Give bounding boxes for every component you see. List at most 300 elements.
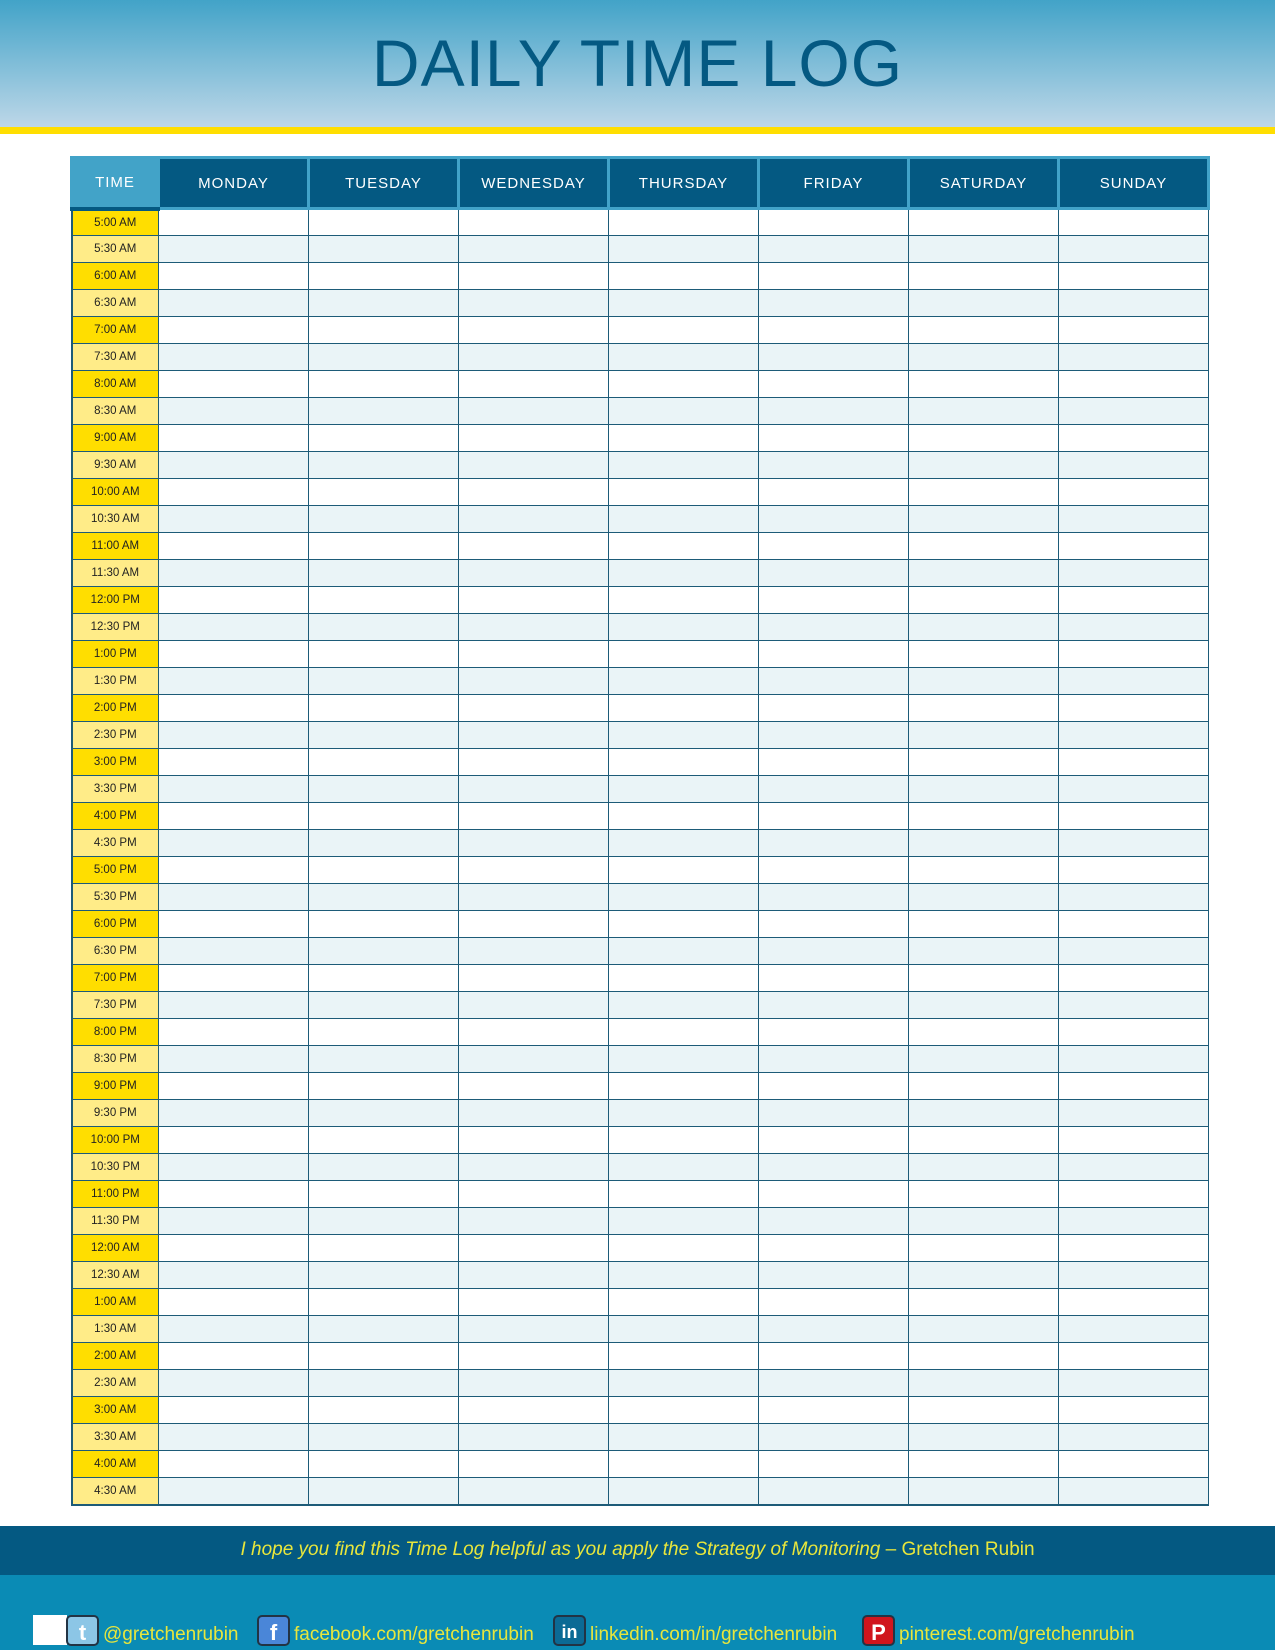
log-cell-wednesday[interactable] <box>459 1235 609 1262</box>
log-cell-saturday[interactable] <box>909 1100 1059 1127</box>
log-cell-friday[interactable] <box>759 1073 909 1100</box>
log-cell-saturday[interactable] <box>909 263 1059 290</box>
log-cell-tuesday[interactable] <box>309 668 459 695</box>
log-cell-monday[interactable] <box>159 857 309 884</box>
log-cell-friday[interactable] <box>759 749 909 776</box>
log-cell-wednesday[interactable] <box>459 371 609 398</box>
log-cell-wednesday[interactable] <box>459 1343 609 1370</box>
log-cell-friday[interactable] <box>759 1208 909 1235</box>
log-cell-saturday[interactable] <box>909 452 1059 479</box>
log-cell-sunday[interactable] <box>1059 1289 1209 1316</box>
log-cell-thursday[interactable] <box>609 1046 759 1073</box>
log-cell-friday[interactable] <box>759 938 909 965</box>
log-cell-monday[interactable] <box>159 398 309 425</box>
log-cell-thursday[interactable] <box>609 1397 759 1424</box>
log-cell-friday[interactable] <box>759 1424 909 1451</box>
log-cell-sunday[interactable] <box>1059 479 1209 506</box>
log-cell-tuesday[interactable] <box>309 398 459 425</box>
log-cell-thursday[interactable] <box>609 1100 759 1127</box>
log-cell-monday[interactable] <box>159 587 309 614</box>
log-cell-friday[interactable] <box>759 1181 909 1208</box>
log-cell-friday[interactable] <box>759 641 909 668</box>
log-cell-friday[interactable] <box>759 668 909 695</box>
log-cell-monday[interactable] <box>159 1397 309 1424</box>
log-cell-monday[interactable] <box>159 1289 309 1316</box>
log-cell-saturday[interactable] <box>909 479 1059 506</box>
log-cell-tuesday[interactable] <box>309 695 459 722</box>
log-cell-wednesday[interactable] <box>459 695 609 722</box>
log-cell-tuesday[interactable] <box>309 1478 459 1505</box>
log-cell-monday[interactable] <box>159 425 309 452</box>
log-cell-saturday[interactable] <box>909 965 1059 992</box>
log-cell-sunday[interactable] <box>1059 1127 1209 1154</box>
log-cell-sunday[interactable] <box>1059 1019 1209 1046</box>
log-cell-friday[interactable] <box>759 1478 909 1505</box>
log-cell-tuesday[interactable] <box>309 1262 459 1289</box>
log-cell-wednesday[interactable] <box>459 560 609 587</box>
log-cell-sunday[interactable] <box>1059 1397 1209 1424</box>
log-cell-sunday[interactable] <box>1059 668 1209 695</box>
log-cell-sunday[interactable] <box>1059 749 1209 776</box>
log-cell-monday[interactable] <box>159 641 309 668</box>
log-cell-wednesday[interactable] <box>459 1019 609 1046</box>
log-cell-tuesday[interactable] <box>309 560 459 587</box>
log-cell-thursday[interactable] <box>609 1235 759 1262</box>
log-cell-friday[interactable] <box>759 992 909 1019</box>
log-cell-monday[interactable] <box>159 344 309 371</box>
log-cell-friday[interactable] <box>759 560 909 587</box>
log-cell-thursday[interactable] <box>609 560 759 587</box>
log-cell-sunday[interactable] <box>1059 1181 1209 1208</box>
log-cell-tuesday[interactable] <box>309 938 459 965</box>
log-cell-wednesday[interactable] <box>459 911 609 938</box>
log-cell-monday[interactable] <box>159 1451 309 1478</box>
log-cell-tuesday[interactable] <box>309 1046 459 1073</box>
log-cell-sunday[interactable] <box>1059 1100 1209 1127</box>
log-cell-sunday[interactable] <box>1059 209 1209 236</box>
log-cell-sunday[interactable] <box>1059 533 1209 560</box>
log-cell-saturday[interactable] <box>909 344 1059 371</box>
log-cell-wednesday[interactable] <box>459 722 609 749</box>
log-cell-tuesday[interactable] <box>309 209 459 236</box>
log-cell-friday[interactable] <box>759 884 909 911</box>
log-cell-friday[interactable] <box>759 209 909 236</box>
log-cell-thursday[interactable] <box>609 884 759 911</box>
log-cell-wednesday[interactable] <box>459 425 609 452</box>
log-cell-monday[interactable] <box>159 479 309 506</box>
log-cell-saturday[interactable] <box>909 1181 1059 1208</box>
log-cell-tuesday[interactable] <box>309 1235 459 1262</box>
log-cell-wednesday[interactable] <box>459 776 609 803</box>
log-cell-saturday[interactable] <box>909 1019 1059 1046</box>
log-cell-tuesday[interactable] <box>309 236 459 263</box>
log-cell-monday[interactable] <box>159 209 309 236</box>
log-cell-friday[interactable] <box>759 290 909 317</box>
log-cell-thursday[interactable] <box>609 1181 759 1208</box>
log-cell-saturday[interactable] <box>909 1397 1059 1424</box>
log-cell-wednesday[interactable] <box>459 1046 609 1073</box>
log-cell-friday[interactable] <box>759 371 909 398</box>
log-cell-monday[interactable] <box>159 803 309 830</box>
log-cell-friday[interactable] <box>759 263 909 290</box>
log-cell-friday[interactable] <box>759 317 909 344</box>
log-cell-saturday[interactable] <box>909 1046 1059 1073</box>
log-cell-thursday[interactable] <box>609 938 759 965</box>
log-cell-thursday[interactable] <box>609 911 759 938</box>
log-cell-monday[interactable] <box>159 965 309 992</box>
log-cell-saturday[interactable] <box>909 209 1059 236</box>
log-cell-friday[interactable] <box>759 1451 909 1478</box>
log-cell-wednesday[interactable] <box>459 533 609 560</box>
log-cell-thursday[interactable] <box>609 614 759 641</box>
log-cell-monday[interactable] <box>159 1127 309 1154</box>
log-cell-tuesday[interactable] <box>309 344 459 371</box>
log-cell-wednesday[interactable] <box>459 884 609 911</box>
social-link-twitter[interactable] <box>66 1615 238 1646</box>
log-cell-tuesday[interactable] <box>309 1451 459 1478</box>
log-cell-thursday[interactable] <box>609 290 759 317</box>
log-cell-monday[interactable] <box>159 1100 309 1127</box>
log-cell-wednesday[interactable] <box>459 1181 609 1208</box>
log-cell-saturday[interactable] <box>909 506 1059 533</box>
log-cell-saturday[interactable] <box>909 236 1059 263</box>
log-cell-monday[interactable] <box>159 1424 309 1451</box>
log-cell-friday[interactable] <box>759 803 909 830</box>
log-cell-tuesday[interactable] <box>309 1397 459 1424</box>
log-cell-monday[interactable] <box>159 452 309 479</box>
log-cell-thursday[interactable] <box>609 776 759 803</box>
log-cell-saturday[interactable] <box>909 560 1059 587</box>
log-cell-thursday[interactable] <box>609 1289 759 1316</box>
log-cell-tuesday[interactable] <box>309 317 459 344</box>
log-cell-tuesday[interactable] <box>309 992 459 1019</box>
log-cell-sunday[interactable] <box>1059 425 1209 452</box>
log-cell-wednesday[interactable] <box>459 803 609 830</box>
log-cell-sunday[interactable] <box>1059 776 1209 803</box>
log-cell-friday[interactable] <box>759 452 909 479</box>
log-cell-sunday[interactable] <box>1059 1046 1209 1073</box>
log-cell-friday[interactable] <box>759 1262 909 1289</box>
log-cell-saturday[interactable] <box>909 641 1059 668</box>
log-cell-saturday[interactable] <box>909 425 1059 452</box>
log-cell-monday[interactable] <box>159 263 309 290</box>
log-cell-saturday[interactable] <box>909 1208 1059 1235</box>
log-cell-friday[interactable] <box>759 533 909 560</box>
log-cell-sunday[interactable] <box>1059 1316 1209 1343</box>
log-cell-saturday[interactable] <box>909 911 1059 938</box>
log-cell-monday[interactable] <box>159 506 309 533</box>
log-cell-thursday[interactable] <box>609 749 759 776</box>
log-cell-wednesday[interactable] <box>459 992 609 1019</box>
log-cell-wednesday[interactable] <box>459 938 609 965</box>
log-cell-friday[interactable] <box>759 965 909 992</box>
log-cell-thursday[interactable] <box>609 1343 759 1370</box>
log-cell-saturday[interactable] <box>909 749 1059 776</box>
log-cell-wednesday[interactable] <box>459 236 609 263</box>
log-cell-friday[interactable] <box>759 830 909 857</box>
log-cell-saturday[interactable] <box>909 1451 1059 1478</box>
log-cell-thursday[interactable] <box>609 263 759 290</box>
log-cell-thursday[interactable] <box>609 1127 759 1154</box>
log-cell-saturday[interactable] <box>909 992 1059 1019</box>
log-cell-sunday[interactable] <box>1059 1262 1209 1289</box>
log-cell-sunday[interactable] <box>1059 830 1209 857</box>
log-cell-wednesday[interactable] <box>459 1289 609 1316</box>
log-cell-friday[interactable] <box>759 1289 909 1316</box>
log-cell-sunday[interactable] <box>1059 1208 1209 1235</box>
log-cell-wednesday[interactable] <box>459 1424 609 1451</box>
log-cell-wednesday[interactable] <box>459 641 609 668</box>
log-cell-thursday[interactable] <box>609 371 759 398</box>
log-cell-wednesday[interactable] <box>459 290 609 317</box>
log-cell-sunday[interactable] <box>1059 695 1209 722</box>
log-cell-sunday[interactable] <box>1059 614 1209 641</box>
log-cell-monday[interactable] <box>159 1343 309 1370</box>
log-cell-friday[interactable] <box>759 1046 909 1073</box>
log-cell-monday[interactable] <box>159 884 309 911</box>
log-cell-sunday[interactable] <box>1059 371 1209 398</box>
log-cell-friday[interactable] <box>759 614 909 641</box>
log-cell-saturday[interactable] <box>909 857 1059 884</box>
log-cell-friday[interactable] <box>759 1100 909 1127</box>
log-cell-thursday[interactable] <box>609 425 759 452</box>
log-cell-tuesday[interactable] <box>309 1019 459 1046</box>
log-cell-wednesday[interactable] <box>459 1073 609 1100</box>
log-cell-thursday[interactable] <box>609 587 759 614</box>
log-cell-saturday[interactable] <box>909 1235 1059 1262</box>
log-cell-saturday[interactable] <box>909 1478 1059 1505</box>
log-cell-monday[interactable] <box>159 695 309 722</box>
log-cell-wednesday[interactable] <box>459 1208 609 1235</box>
log-cell-monday[interactable] <box>159 1181 309 1208</box>
log-cell-saturday[interactable] <box>909 776 1059 803</box>
log-cell-monday[interactable] <box>159 1073 309 1100</box>
log-cell-friday[interactable] <box>759 1019 909 1046</box>
log-cell-monday[interactable] <box>159 911 309 938</box>
log-cell-tuesday[interactable] <box>309 587 459 614</box>
log-cell-tuesday[interactable] <box>309 614 459 641</box>
log-cell-monday[interactable] <box>159 749 309 776</box>
log-cell-tuesday[interactable] <box>309 371 459 398</box>
log-cell-monday[interactable] <box>159 1235 309 1262</box>
log-cell-friday[interactable] <box>759 911 909 938</box>
log-cell-wednesday[interactable] <box>459 749 609 776</box>
log-cell-saturday[interactable] <box>909 1073 1059 1100</box>
log-cell-sunday[interactable] <box>1059 398 1209 425</box>
log-cell-sunday[interactable] <box>1059 317 1209 344</box>
log-cell-tuesday[interactable] <box>309 452 459 479</box>
log-cell-friday[interactable] <box>759 398 909 425</box>
log-cell-monday[interactable] <box>159 722 309 749</box>
log-cell-saturday[interactable] <box>909 1262 1059 1289</box>
log-cell-friday[interactable] <box>759 1127 909 1154</box>
log-cell-saturday[interactable] <box>909 1343 1059 1370</box>
log-cell-monday[interactable] <box>159 668 309 695</box>
log-cell-monday[interactable] <box>159 938 309 965</box>
log-cell-thursday[interactable] <box>609 398 759 425</box>
social-link-pinterest[interactable] <box>862 1615 1135 1646</box>
log-cell-sunday[interactable] <box>1059 560 1209 587</box>
log-cell-sunday[interactable] <box>1059 938 1209 965</box>
log-cell-thursday[interactable] <box>609 695 759 722</box>
log-cell-wednesday[interactable] <box>459 587 609 614</box>
log-cell-wednesday[interactable] <box>459 209 609 236</box>
log-cell-wednesday[interactable] <box>459 668 609 695</box>
log-cell-monday[interactable] <box>159 236 309 263</box>
log-cell-thursday[interactable] <box>609 1451 759 1478</box>
log-cell-sunday[interactable] <box>1059 1073 1209 1100</box>
log-cell-friday[interactable] <box>759 695 909 722</box>
log-cell-saturday[interactable] <box>909 1127 1059 1154</box>
log-cell-tuesday[interactable] <box>309 641 459 668</box>
log-cell-saturday[interactable] <box>909 1424 1059 1451</box>
log-cell-wednesday[interactable] <box>459 1127 609 1154</box>
log-cell-friday[interactable] <box>759 776 909 803</box>
log-cell-wednesday[interactable] <box>459 1397 609 1424</box>
log-cell-thursday[interactable] <box>609 533 759 560</box>
log-cell-tuesday[interactable] <box>309 857 459 884</box>
log-cell-monday[interactable] <box>159 1478 309 1505</box>
log-cell-thursday[interactable] <box>609 857 759 884</box>
log-cell-thursday[interactable] <box>609 317 759 344</box>
log-cell-tuesday[interactable] <box>309 479 459 506</box>
log-cell-wednesday[interactable] <box>459 263 609 290</box>
log-cell-sunday[interactable] <box>1059 236 1209 263</box>
log-cell-saturday[interactable] <box>909 1289 1059 1316</box>
log-cell-thursday[interactable] <box>609 479 759 506</box>
log-cell-thursday[interactable] <box>609 641 759 668</box>
log-cell-monday[interactable] <box>159 830 309 857</box>
log-cell-tuesday[interactable] <box>309 830 459 857</box>
log-cell-sunday[interactable] <box>1059 803 1209 830</box>
log-cell-monday[interactable] <box>159 290 309 317</box>
log-cell-thursday[interactable] <box>609 965 759 992</box>
log-cell-friday[interactable] <box>759 344 909 371</box>
log-cell-wednesday[interactable] <box>459 1100 609 1127</box>
log-cell-friday[interactable] <box>759 1316 909 1343</box>
log-cell-friday[interactable] <box>759 236 909 263</box>
log-cell-monday[interactable] <box>159 992 309 1019</box>
log-cell-tuesday[interactable] <box>309 803 459 830</box>
log-cell-saturday[interactable] <box>909 533 1059 560</box>
log-cell-wednesday[interactable] <box>459 1154 609 1181</box>
log-cell-wednesday[interactable] <box>459 1451 609 1478</box>
log-cell-tuesday[interactable] <box>309 425 459 452</box>
log-cell-monday[interactable] <box>159 1208 309 1235</box>
log-cell-monday[interactable] <box>159 1154 309 1181</box>
log-cell-sunday[interactable] <box>1059 587 1209 614</box>
log-cell-sunday[interactable] <box>1059 290 1209 317</box>
log-cell-thursday[interactable] <box>609 1316 759 1343</box>
log-cell-saturday[interactable] <box>909 1316 1059 1343</box>
log-cell-monday[interactable] <box>159 776 309 803</box>
log-cell-saturday[interactable] <box>909 1154 1059 1181</box>
log-cell-thursday[interactable] <box>609 236 759 263</box>
log-cell-sunday[interactable] <box>1059 722 1209 749</box>
log-cell-tuesday[interactable] <box>309 1289 459 1316</box>
log-cell-saturday[interactable] <box>909 587 1059 614</box>
log-cell-saturday[interactable] <box>909 668 1059 695</box>
log-cell-wednesday[interactable] <box>459 965 609 992</box>
log-cell-sunday[interactable] <box>1059 506 1209 533</box>
log-cell-sunday[interactable] <box>1059 857 1209 884</box>
social-link-facebook[interactable] <box>257 1615 534 1646</box>
log-cell-thursday[interactable] <box>609 722 759 749</box>
log-cell-monday[interactable] <box>159 317 309 344</box>
log-cell-friday[interactable] <box>759 587 909 614</box>
log-cell-tuesday[interactable] <box>309 1316 459 1343</box>
log-cell-sunday[interactable] <box>1059 1451 1209 1478</box>
log-cell-sunday[interactable] <box>1059 263 1209 290</box>
log-cell-thursday[interactable] <box>609 506 759 533</box>
log-cell-wednesday[interactable] <box>459 830 609 857</box>
log-cell-monday[interactable] <box>159 614 309 641</box>
log-cell-friday[interactable] <box>759 1370 909 1397</box>
log-cell-thursday[interactable] <box>609 344 759 371</box>
log-cell-thursday[interactable] <box>609 1208 759 1235</box>
log-cell-tuesday[interactable] <box>309 1370 459 1397</box>
log-cell-wednesday[interactable] <box>459 344 609 371</box>
log-cell-monday[interactable] <box>159 1046 309 1073</box>
log-cell-wednesday[interactable] <box>459 1262 609 1289</box>
log-cell-wednesday[interactable] <box>459 1478 609 1505</box>
log-cell-friday[interactable] <box>759 857 909 884</box>
log-cell-sunday[interactable] <box>1059 344 1209 371</box>
log-cell-monday[interactable] <box>159 533 309 560</box>
log-cell-tuesday[interactable] <box>309 965 459 992</box>
log-cell-saturday[interactable] <box>909 371 1059 398</box>
log-cell-tuesday[interactable] <box>309 776 459 803</box>
log-cell-sunday[interactable] <box>1059 452 1209 479</box>
log-cell-saturday[interactable] <box>909 803 1059 830</box>
log-cell-sunday[interactable] <box>1059 992 1209 1019</box>
log-cell-friday[interactable] <box>759 722 909 749</box>
log-cell-monday[interactable] <box>159 1262 309 1289</box>
log-cell-saturday[interactable] <box>909 614 1059 641</box>
log-cell-thursday[interactable] <box>609 1073 759 1100</box>
log-cell-thursday[interactable] <box>609 830 759 857</box>
log-cell-thursday[interactable] <box>609 1424 759 1451</box>
log-cell-saturday[interactable] <box>909 884 1059 911</box>
log-cell-sunday[interactable] <box>1059 911 1209 938</box>
log-cell-wednesday[interactable] <box>459 479 609 506</box>
social-link-linkedin[interactable] <box>553 1615 837 1646</box>
log-cell-friday[interactable] <box>759 1397 909 1424</box>
log-cell-wednesday[interactable] <box>459 317 609 344</box>
log-cell-sunday[interactable] <box>1059 1478 1209 1505</box>
log-cell-friday[interactable] <box>759 425 909 452</box>
log-cell-wednesday[interactable] <box>459 1316 609 1343</box>
log-cell-saturday[interactable] <box>909 1370 1059 1397</box>
log-cell-saturday[interactable] <box>909 398 1059 425</box>
log-cell-saturday[interactable] <box>909 317 1059 344</box>
log-cell-thursday[interactable] <box>609 1019 759 1046</box>
log-cell-thursday[interactable] <box>609 992 759 1019</box>
log-cell-sunday[interactable] <box>1059 884 1209 911</box>
log-cell-tuesday[interactable] <box>309 1343 459 1370</box>
log-cell-thursday[interactable] <box>609 1262 759 1289</box>
log-cell-monday[interactable] <box>159 371 309 398</box>
log-cell-monday[interactable] <box>159 1370 309 1397</box>
log-cell-sunday[interactable] <box>1059 1424 1209 1451</box>
log-cell-thursday[interactable] <box>609 803 759 830</box>
log-cell-thursday[interactable] <box>609 1370 759 1397</box>
log-cell-thursday[interactable] <box>609 452 759 479</box>
log-cell-friday[interactable] <box>759 506 909 533</box>
log-cell-wednesday[interactable] <box>459 1370 609 1397</box>
log-cell-friday[interactable] <box>759 1154 909 1181</box>
log-cell-monday[interactable] <box>159 1316 309 1343</box>
